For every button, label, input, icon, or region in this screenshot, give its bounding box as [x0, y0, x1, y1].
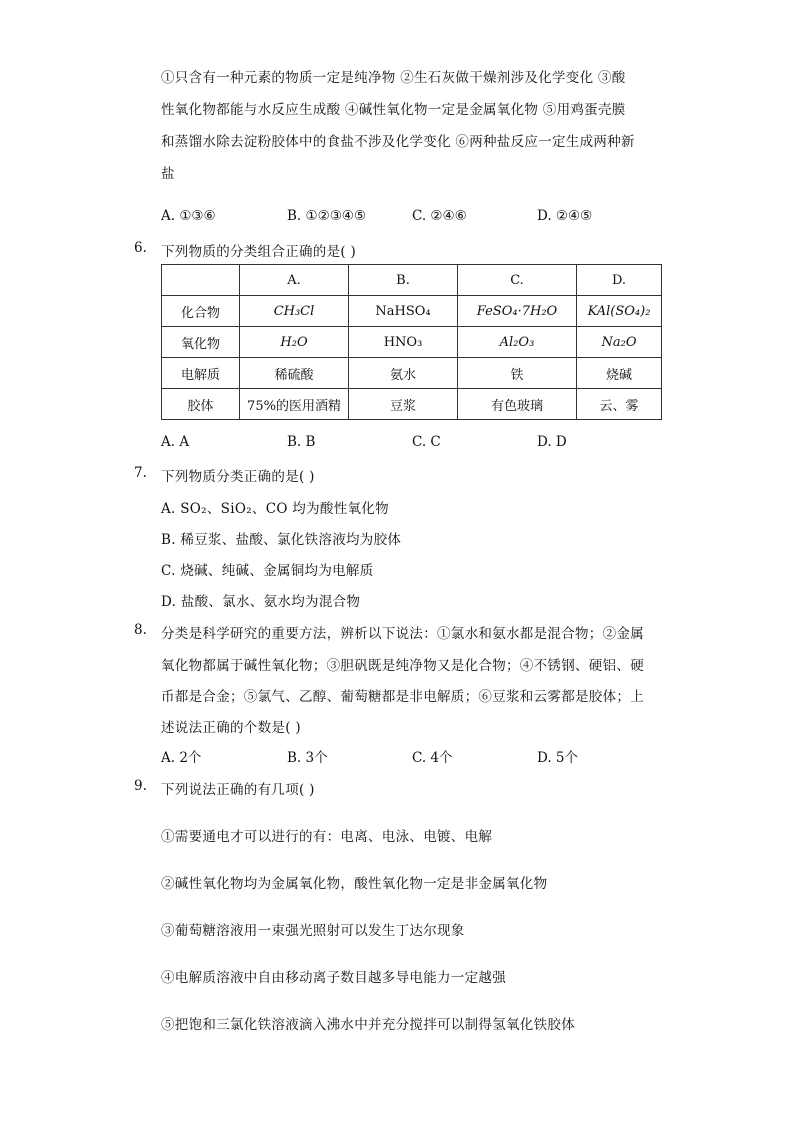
question-number: 7. [134, 465, 147, 481]
table-cell: Al₂O₃ [458, 327, 577, 358]
table-cell: 有色玻璃 [458, 389, 577, 420]
table-cell: FeSO₄·7H₂O [458, 296, 577, 327]
q7-option-d[interactable]: D. 盐酸、氯水、氨水均为混合物 [161, 594, 361, 610]
table-cell: 烧碱 [577, 358, 662, 389]
q8-stem-line: 述说法正确的个数是( ) [161, 720, 301, 736]
table-row [162, 358, 662, 389]
question-number: 6. [134, 240, 147, 256]
table-header-cell [162, 265, 240, 296]
q5-statement-line: ①只含有一种元素的物质一定是纯净物 ②生石灰做干燥剂涉及化学变化 ③酸 [161, 70, 626, 86]
table-row [162, 296, 662, 327]
q5-statement-line: 性氧化物都能与水反应生成酸 ④碱性氧化物一定是金属氧化物 ⑤用鸡蛋壳膜 [161, 102, 626, 118]
table-row [162, 389, 662, 420]
q7-option-a[interactable]: A. SO₂、SiO₂、CO 均为酸性氧化物 [161, 501, 389, 517]
q6-stem: 下列物质的分类组合正确的是( ) [161, 244, 357, 260]
q5-option-d[interactable]: D. ②④⑤ [537, 208, 593, 224]
q8-option-b[interactable]: B. 3个 [287, 750, 328, 766]
table-header-cell: A. [240, 265, 349, 296]
q8-stem-line: 氧化物都属于碱性氧化物；③胆矾既是纯净物又是化合物；④不锈钢、硬铝、硬 [161, 658, 644, 674]
q5-statement-line: 盐 [161, 166, 175, 182]
table-cell: CH₃Cl [240, 296, 349, 327]
q8-stem-line: 币都是合金；⑤氯气、乙醇、葡萄糖都是非电解质；⑥豆浆和云雾都是胶体；上 [161, 689, 644, 705]
q8-option-d[interactable]: D. 5个 [537, 750, 579, 766]
table-cell: H₂O [240, 327, 349, 358]
classification-table [161, 264, 662, 420]
q9-item: ⑤把饱和三氯化铁溶液滴入沸水中并充分搅拌可以制得氢氧化铁胶体 [161, 1017, 575, 1033]
table-cell-category: 氧化物 [162, 327, 240, 358]
q8-option-a[interactable]: A. 2个 [161, 750, 202, 766]
table-cell: 氨水 [349, 358, 458, 389]
table-cell-category: 胶体 [162, 389, 240, 420]
q5-statement-line: 和蒸馏水除去淀粉胶体中的食盐不涉及化学变化 ⑥两种盐反应一定生成两种新 [161, 134, 635, 150]
q6-option-c[interactable]: C. C [412, 434, 441, 450]
q8-option-c[interactable]: C. 4个 [412, 750, 453, 766]
table-cell: 铁 [458, 358, 577, 389]
table-cell: KAl(SO₄)₂ [577, 296, 662, 327]
table-header-row [162, 265, 662, 296]
q6-option-a[interactable]: A. A [161, 434, 190, 450]
table-cell: 云、雾 [577, 389, 662, 420]
q7-option-c[interactable]: C. 烧碱、纯碱、金属铜均为电解质 [161, 563, 374, 579]
q9-item: ②碱性氧化物均为金属氧化物，酸性氧化物一定是非金属氧化物 [161, 876, 548, 892]
q7-option-b[interactable]: B. 稀豆浆、盐酸、氯化铁溶液均为胶体 [161, 532, 402, 548]
table-cell-category: 化合物 [162, 296, 240, 327]
q9-stem: 下列说法正确的有几项( ) [161, 782, 315, 798]
q5-option-b[interactable]: B. ①②③④⑤ [287, 208, 367, 224]
table-cell: HNO₃ [349, 327, 458, 358]
q9-item: ①需要通电才可以进行的有：电离、电泳、电镀、电解 [161, 829, 493, 845]
question-number: 9. [134, 778, 147, 794]
q6-option-d[interactable]: D. D [537, 434, 567, 450]
q8-stem-line: 分类是科学研究的重要方法，辨析以下说法：①氯水和氨水都是混合物；②金属 [161, 626, 644, 642]
table-cell: 豆浆 [349, 389, 458, 420]
q5-option-a[interactable]: A. ①③⑥ [161, 208, 216, 224]
q9-item: ④电解质溶液中自由移动离子数目越多导电能力一定越强 [161, 970, 506, 986]
q6-option-b[interactable]: B. B [287, 434, 316, 450]
table-cell: Na₂O [577, 327, 662, 358]
q9-item: ③葡萄糖溶液用一束强光照射可以发生丁达尔现象 [161, 923, 465, 939]
q7-stem: 下列物质分类正确的是( ) [161, 469, 315, 485]
table-cell: 稀硫酸 [240, 358, 349, 389]
table-cell: 75%的医用酒精 [240, 389, 349, 420]
table-header-cell: D. [577, 265, 662, 296]
table-header-cell: C. [458, 265, 577, 296]
table-cell: NaHSO₄ [349, 296, 458, 327]
q5-option-c[interactable]: C. ②④⑥ [412, 208, 467, 224]
table-header-cell: B. [349, 265, 458, 296]
table-cell-category: 电解质 [162, 358, 240, 389]
question-number: 8. [134, 622, 147, 638]
table-row [162, 327, 662, 358]
